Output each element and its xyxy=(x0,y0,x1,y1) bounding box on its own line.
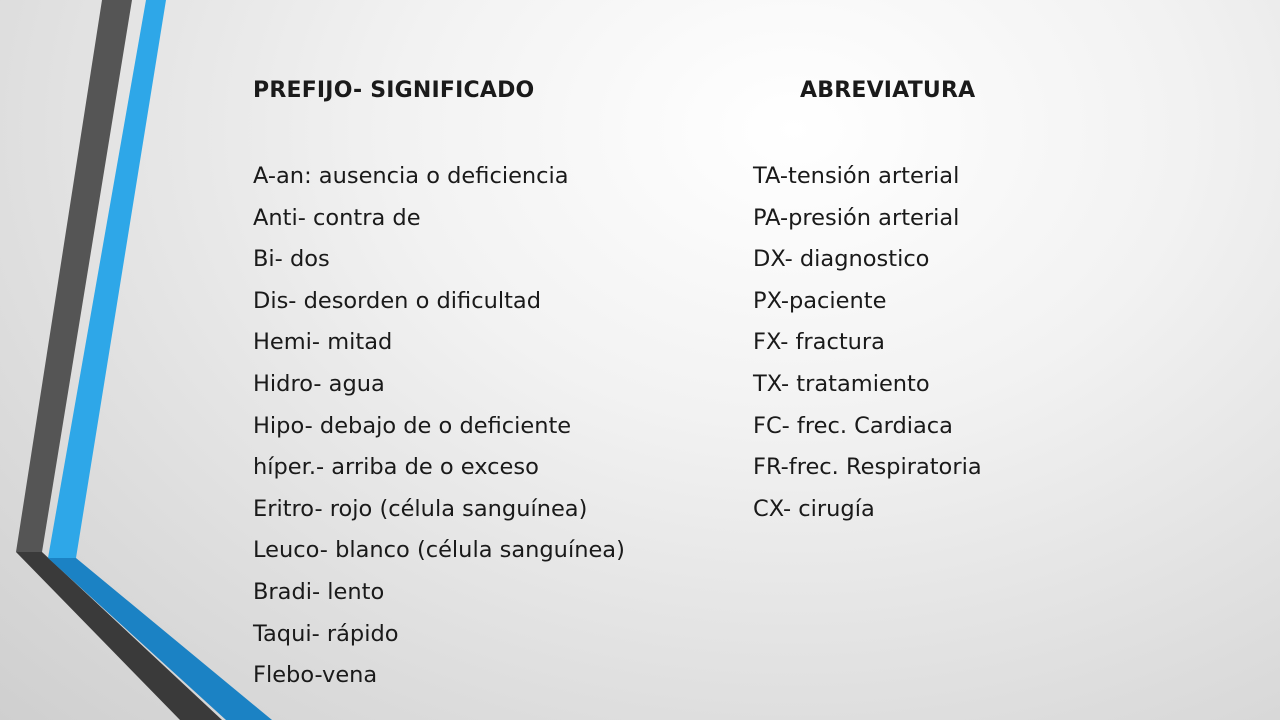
abbreviation-item: FC- frec. Cardiaca xyxy=(753,412,953,439)
abbreviation-item: TX- tratamiento xyxy=(753,370,930,397)
prefix-item: Taqui- rápido xyxy=(253,620,399,647)
abbreviation-column-header: ABREVIATURA xyxy=(800,78,976,103)
abbreviation-item: FR-frec. Respiratoria xyxy=(753,454,982,481)
dark-stripe-lower xyxy=(16,552,222,720)
prefix-column-header: PREFIJO- SIGNIFICADO xyxy=(253,78,535,103)
prefix-item: Hemi- mitad xyxy=(253,329,393,356)
prefix-item: Bradi- lento xyxy=(253,578,385,605)
prefix-list xyxy=(253,156,625,697)
abbreviation-list xyxy=(753,156,982,530)
prefix-item: Eritro- rojo (célula sanguínea) xyxy=(253,495,588,522)
abbreviation-item: TA-tensión arterial xyxy=(753,163,960,189)
abbreviation-item: CX- cirugía xyxy=(753,495,875,522)
prefix-item: Bi- dos xyxy=(253,246,330,273)
abbreviation-item: PA-presión arterial xyxy=(753,204,960,231)
prefix-item: Hipo- debajo de o deficiente xyxy=(253,412,572,439)
prefix-item: A-an: ausencia o deficiencia xyxy=(253,163,569,189)
prefix-item: Anti- contra de xyxy=(253,204,421,231)
abbreviation-item: FX- fractura xyxy=(753,329,885,356)
prefix-item: Leuco- blanco (célula sanguínea) xyxy=(253,537,625,564)
abbreviation-item: PX-paciente xyxy=(753,287,887,314)
prefix-item: Hidro- agua xyxy=(253,370,385,397)
prefix-item: Flebo-vena xyxy=(253,662,378,689)
prefix-item: Dis- desorden o dificultad xyxy=(253,287,541,314)
abbreviation-item: DX- diagnostico xyxy=(753,246,930,273)
prefix-item: híper.- arriba de o exceso xyxy=(253,454,539,481)
